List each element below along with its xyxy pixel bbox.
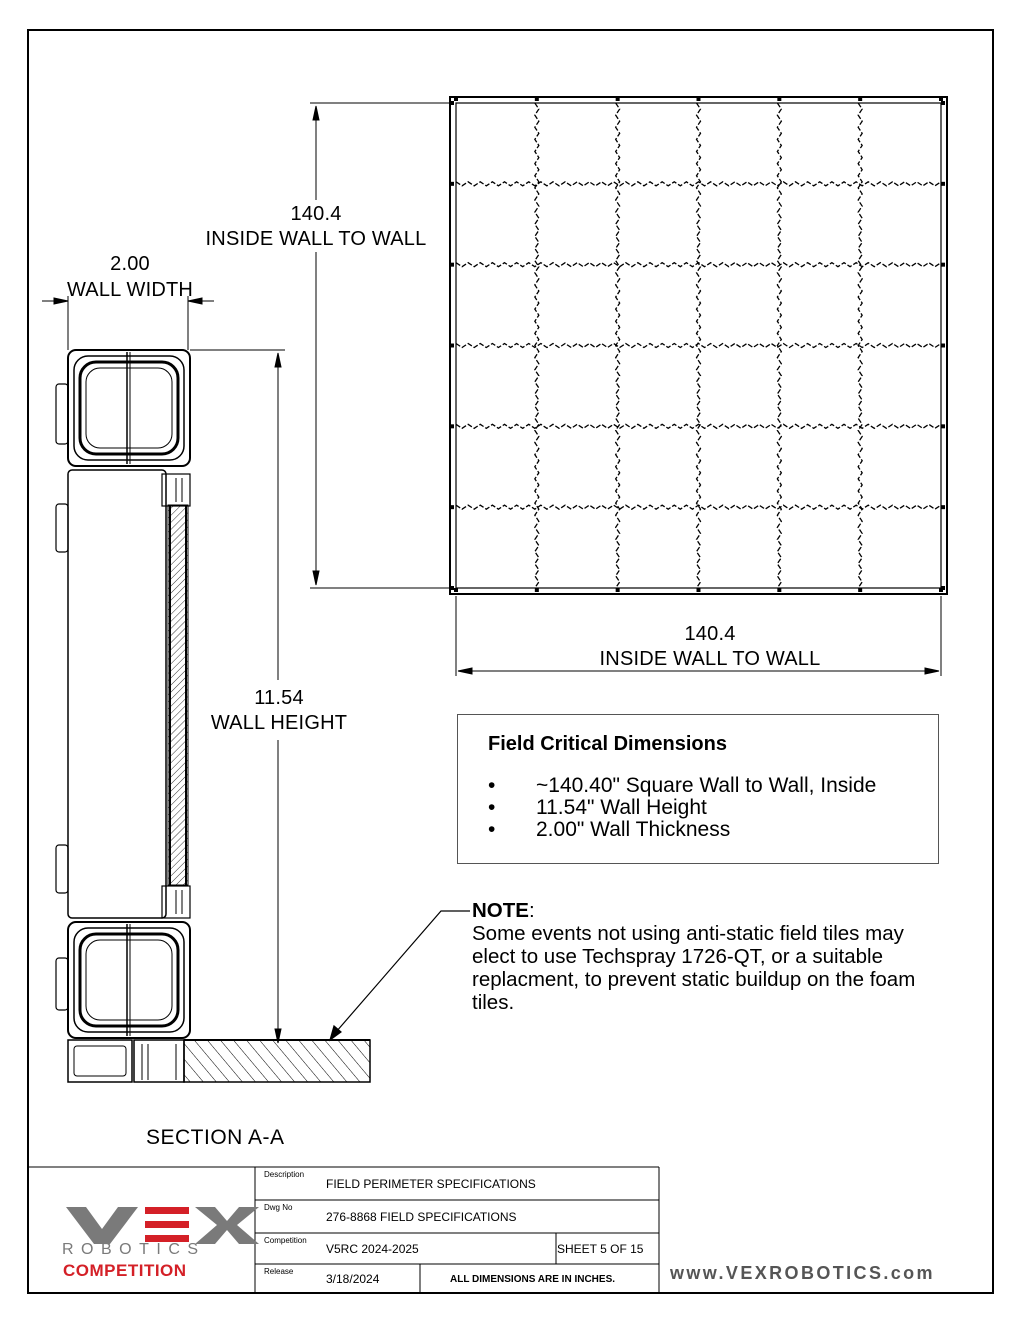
connector-mark [939, 588, 943, 592]
dimensions-note: ALL DIMENSIONS ARE IN INCHES. [450, 1274, 616, 1285]
note-leader-line [330, 911, 470, 1040]
wall-width-value: 2.00 [110, 253, 150, 275]
connector-mark [941, 182, 945, 186]
connector-mark [777, 588, 781, 592]
critical-dimensions-box [457, 714, 939, 864]
horizontal-dimension-value: 140.4 [684, 623, 736, 645]
connector-mark [777, 97, 781, 101]
connector-mark [941, 344, 945, 348]
connector-mark [450, 263, 454, 267]
connector-mark [941, 424, 945, 428]
connector-mark [454, 588, 458, 592]
connector-mark [450, 101, 454, 105]
foam-tile-section [184, 1040, 370, 1082]
website-url: www.VEXROBOTICS.com [670, 1263, 935, 1283]
field-top-view [450, 97, 947, 594]
description-value: FIELD PERIMETER SPECIFICATIONS [326, 1177, 536, 1191]
note-colon: : [528, 899, 535, 922]
connector-mark [450, 182, 454, 186]
connector-mark [616, 588, 620, 592]
connector-mark [939, 97, 943, 101]
bullet: • [488, 818, 496, 841]
wall-section-profile [56, 350, 190, 1082]
connector-mark [697, 588, 701, 592]
connector-mark [616, 97, 620, 101]
competition-label: Competition [264, 1236, 307, 1245]
logo-competition-text: COMPETITION [63, 1261, 187, 1280]
release-row [255, 1264, 659, 1294]
dwg-label: Dwg No [264, 1203, 293, 1212]
connector-mark [858, 588, 862, 592]
section-title: SECTION A-A [146, 1126, 285, 1149]
vertical-dimension-line [310, 103, 450, 588]
dwg-value: 276-8868 FIELD SPECIFICATIONS [326, 1210, 517, 1224]
connector-mark [941, 263, 945, 267]
release-value: 3/18/2024 [326, 1272, 380, 1286]
critical-dimensions-list [488, 775, 876, 841]
connector-mark [941, 505, 945, 509]
list-item: • 2.00" Wall Thickness [488, 818, 731, 841]
vertical-dimension-label: INSIDE WALL TO WALL [205, 228, 427, 250]
connector-mark [450, 586, 454, 590]
tile-seam-horizontal [456, 344, 941, 348]
competition-row [255, 1233, 659, 1264]
bullet: • [488, 796, 496, 819]
connector-mark [450, 505, 454, 509]
list-item: • 11.54" Wall Height [488, 796, 707, 819]
tile-seam-vertical [697, 103, 701, 588]
description-label: Description [264, 1170, 305, 1179]
wall-width-dimension-line [42, 296, 214, 350]
horizontal-dimension-label: INSIDE WALL TO WALL [599, 648, 821, 670]
bullet: • [488, 774, 496, 797]
wall-height-label: WALL HEIGHT [210, 712, 348, 734]
connector-mark [450, 424, 454, 428]
connector-mark [454, 97, 458, 101]
connector-mark [697, 97, 701, 101]
sheet-number: SHEET 5 OF 15 [557, 1242, 644, 1256]
list-item: • ~140.40" Square Wall to Wall, Inside [488, 774, 877, 797]
wall-height-value: 11.54 [254, 687, 304, 709]
vertical-dimension-value: 140.4 [290, 203, 342, 225]
logo-robotics-text: ROBOTICS [62, 1241, 206, 1258]
static-note [472, 899, 942, 1014]
note-label: NOTE [472, 899, 529, 922]
foam-tile-grid [456, 103, 941, 588]
critical-dimensions-title: Field Critical Dimensions [488, 733, 727, 755]
connector-mark [450, 344, 454, 348]
wall-width-label: WALL WIDTH [66, 279, 194, 301]
dwg-row [255, 1200, 659, 1233]
connector-mark [535, 97, 539, 101]
connector-mark [535, 588, 539, 592]
connector-mark [858, 97, 862, 101]
competition-value: V5RC 2024-2025 [326, 1242, 419, 1256]
description-row [255, 1167, 659, 1200]
note-text: Some events not using anti-static field tiles may elect to use Techspray 1726-QT, or a suitable replacment, to prevent static buildup on the foam tiles. [472, 922, 916, 1014]
release-label: Release [264, 1267, 294, 1276]
connector-mark [941, 101, 945, 105]
